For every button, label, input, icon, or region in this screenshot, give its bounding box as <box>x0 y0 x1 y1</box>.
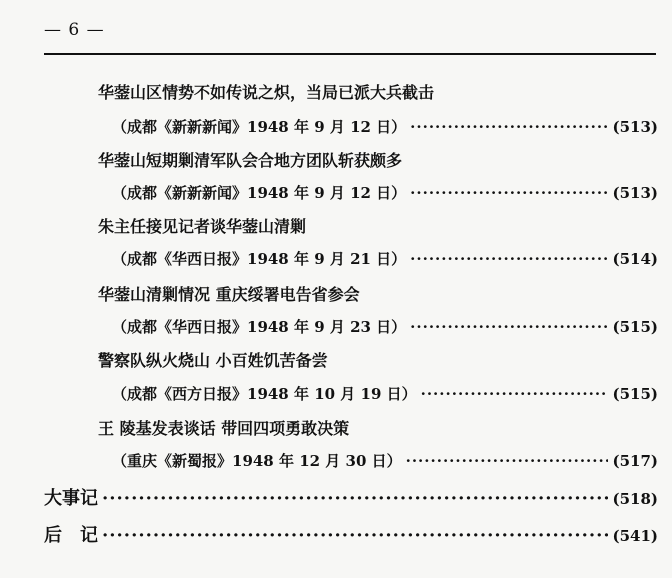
entry-page-ref: (517) <box>612 452 658 470</box>
entry-source-row <box>112 450 658 471</box>
entry-title: 王 陵基发表谈话 带回四项勇敢决策 <box>98 419 350 438</box>
entry-page-ref: (515) <box>612 385 658 403</box>
entry-source-row <box>112 182 658 203</box>
entry-source: （成都《新新新闻》1948 年 9 月 12 日） <box>112 118 407 136</box>
entry-source-row <box>112 116 658 137</box>
entry-page-ref: (514) <box>612 250 658 268</box>
major-entry-row <box>44 521 658 547</box>
entry-title: 警察队纵火烧山 小百姓饥苦备尝 <box>98 351 328 370</box>
header-rule <box>44 53 656 55</box>
major-entry-page-ref: (518) <box>612 490 658 508</box>
major-entry-row <box>44 484 658 510</box>
dot-leader <box>410 184 608 202</box>
dot-leader <box>406 452 609 470</box>
entry-source: （成都《新新新闻》1948 年 9 月 12 日） <box>112 184 407 202</box>
dot-leader <box>410 318 608 336</box>
entry-source: （成都《华西日报》1948 年 9 月 21 日） <box>112 250 407 268</box>
major-entry-page-ref: (541) <box>612 527 658 545</box>
entry-source-row <box>112 383 658 404</box>
entry-source: （重庆《新蜀报》1948 年 12 月 30 日） <box>112 452 402 470</box>
dot-leader <box>421 385 609 403</box>
dot-leader <box>410 250 608 268</box>
entry-title: 华蓥山区情势不如传说之炽，当局已派大兵截击 <box>98 83 435 102</box>
page-number: — 6 — <box>44 20 105 40</box>
dot-leader <box>102 525 608 546</box>
dot-leader <box>410 118 608 136</box>
entry-source: （成都《华西日报》1948 年 9 月 23 日） <box>112 318 407 336</box>
entry-page-ref: (513) <box>612 184 658 202</box>
entry-title: 朱主任接见记者谈华蓥山清剿 <box>98 217 307 236</box>
entry-title: 华蓥山清剿情况 重庆绥署电告省参会 <box>98 285 360 304</box>
entry-source-row <box>112 248 658 269</box>
major-entry-title: 后 记 <box>44 525 98 546</box>
entry-source: （成都《西方日报》1948 年 10 月 19 日） <box>112 385 417 403</box>
entry-source-row <box>112 316 658 337</box>
entry-page-ref: (513) <box>612 118 658 136</box>
entry-title: 华蓥山短期剿清军队会合地方团队斩获颇多 <box>98 151 403 170</box>
major-entry-title: 大事记 <box>44 488 98 509</box>
entry-page-ref: (515) <box>612 318 658 336</box>
dot-leader <box>102 488 608 509</box>
